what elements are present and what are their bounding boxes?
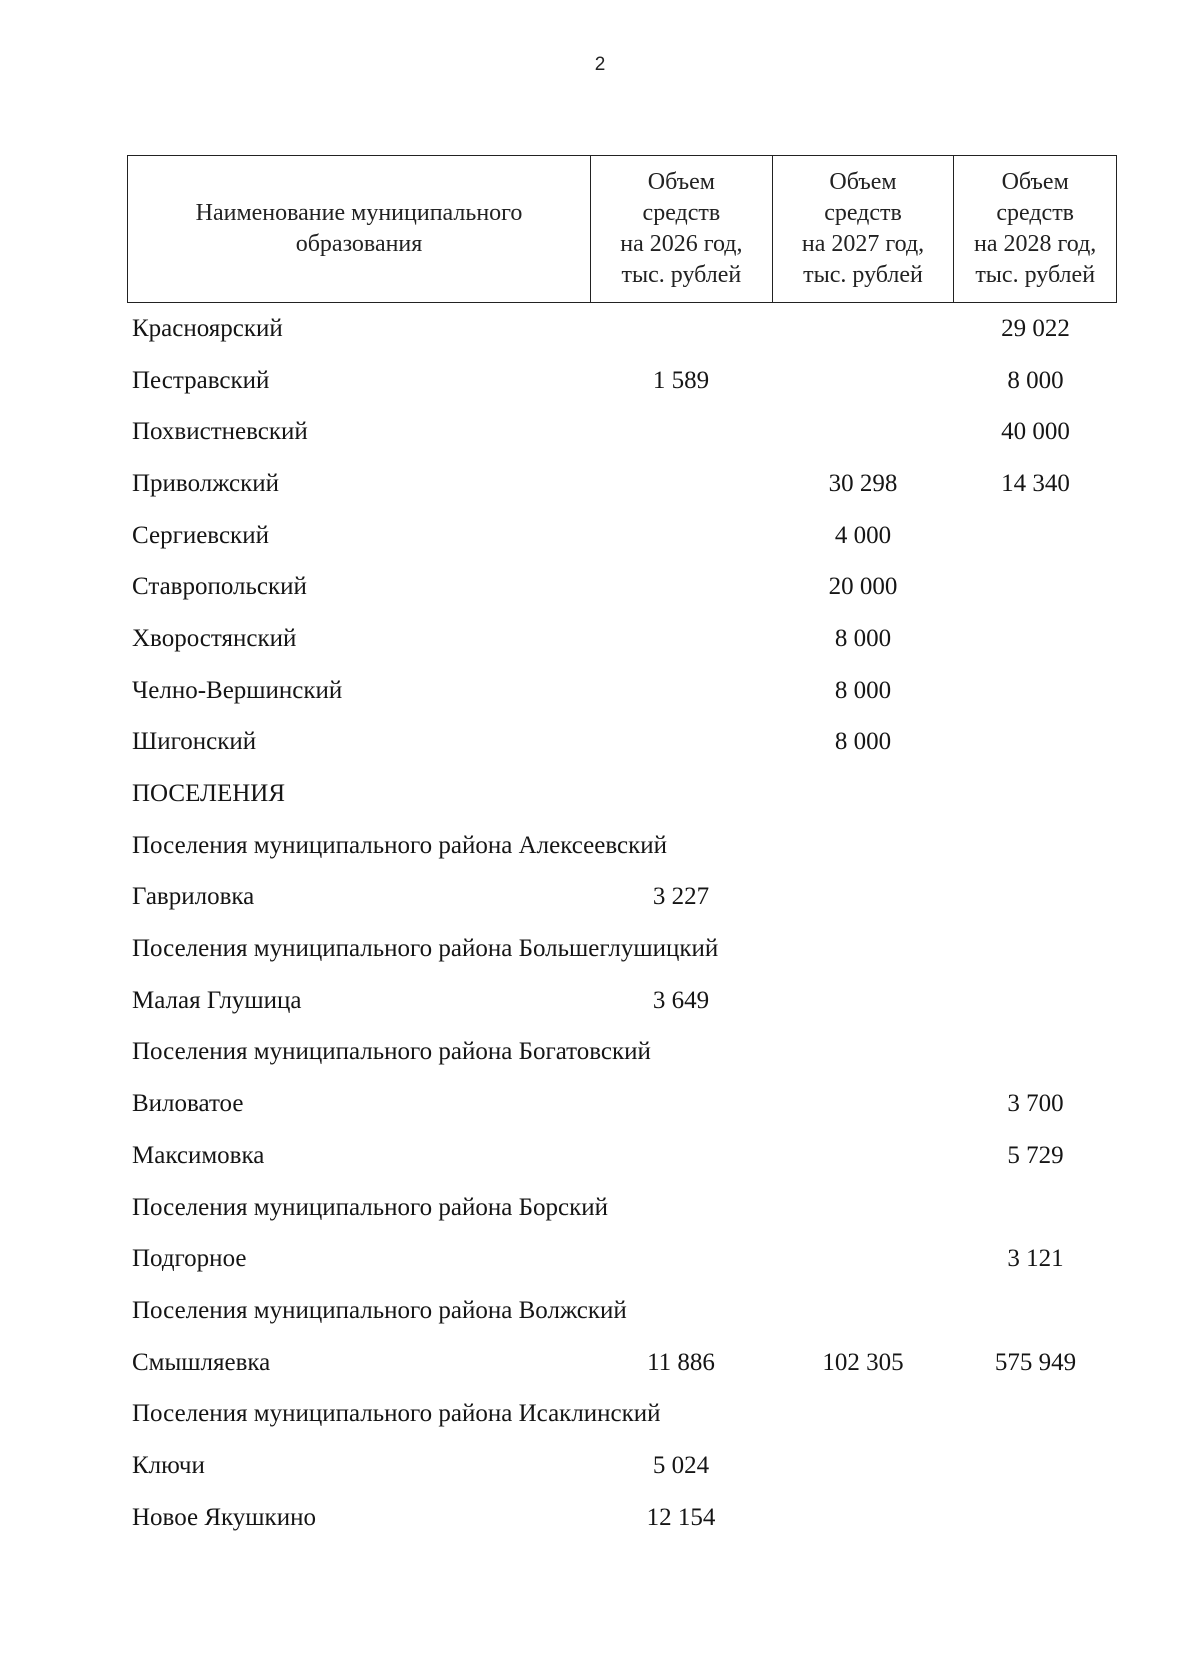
- cell-municipality-name: Виловатое: [132, 1090, 244, 1118]
- table-body: [127, 303, 1117, 1544]
- cell-municipality-name: Поселения муниципального района Исаклинский: [132, 1400, 661, 1428]
- table-row: [127, 458, 1117, 510]
- cell-volume-2027: 102 305: [822, 1348, 904, 1376]
- cell-volume-2027: 8 000: [834, 624, 892, 652]
- cell-volume-2028: 3 121: [1007, 1245, 1064, 1273]
- table-row: [127, 1492, 1117, 1544]
- cell-municipality-name: Ставропольский: [132, 573, 307, 601]
- table-row: [127, 355, 1117, 407]
- cell-volume-2026: 12 154: [646, 1503, 716, 1531]
- cell-municipality-name: Поселения муниципального района Богатовский: [132, 1038, 651, 1066]
- cell-volume-2028: 5 729: [1007, 1141, 1064, 1169]
- table-row: [127, 303, 1117, 355]
- table-header: [127, 155, 1117, 303]
- cell-municipality-name: Похвистневский: [132, 418, 308, 446]
- cell-municipality-name: Малая Глушица: [132, 986, 302, 1014]
- table-row: [127, 975, 1117, 1027]
- cell-municipality-name: Приволжский: [132, 469, 280, 497]
- cell-municipality-name: ПОСЕЛЕНИЯ: [132, 780, 286, 808]
- table-row: [127, 872, 1117, 924]
- cell-municipality-name: Поселения муниципального района Борский: [132, 1193, 608, 1221]
- cell-municipality-name: Ключи: [132, 1451, 205, 1479]
- cell-municipality-name: Пестравский: [132, 366, 270, 394]
- cell-volume-2028: 575 949: [994, 1348, 1077, 1376]
- page-number: 2: [594, 54, 606, 75]
- cell-municipality-name: Сергиевский: [132, 521, 269, 549]
- table-row: [127, 1388, 1117, 1440]
- header-volume-2026: Объем средств на 2026 год, тыс. рублей: [590, 156, 772, 302]
- table-row: [127, 768, 1117, 820]
- cell-volume-2026: 3 227: [652, 883, 710, 911]
- cell-municipality-name: Гавриловка: [132, 883, 255, 911]
- cell-volume-2027: 20 000: [828, 573, 898, 601]
- header-volume-2027: Объем средств на 2027 год, тыс. рублей: [772, 156, 954, 302]
- table-row: [127, 1285, 1117, 1337]
- table-row: [127, 1182, 1117, 1234]
- table-row: [127, 1027, 1117, 1079]
- table-row: [127, 717, 1117, 769]
- cell-volume-2028: 14 340: [1001, 469, 1070, 497]
- cell-municipality-name: Красноярский: [132, 314, 283, 342]
- cell-municipality-name: Новое Якушкино: [132, 1503, 316, 1531]
- cell-volume-2027: 8 000: [834, 728, 892, 756]
- cell-municipality-name: Максимовка: [132, 1141, 265, 1169]
- table-row: [127, 1233, 1117, 1285]
- table-row: [127, 510, 1117, 562]
- cell-volume-2026: 5 024: [652, 1451, 710, 1479]
- cell-volume-2028: 40 000: [1001, 418, 1070, 446]
- cell-volume-2028: 29 022: [1001, 314, 1070, 342]
- cell-municipality-name: Подгорное: [132, 1245, 247, 1273]
- cell-volume-2026: 3 649: [652, 986, 710, 1014]
- cell-municipality-name: Челно-Вершинский: [132, 676, 343, 704]
- cell-volume-2027: 4 000: [834, 521, 892, 549]
- table-row: [127, 613, 1117, 665]
- cell-volume-2028: 8 000: [1007, 366, 1064, 394]
- cell-municipality-name: Смышляевка: [132, 1348, 271, 1376]
- cell-municipality-name: Шигонский: [132, 728, 257, 756]
- cell-volume-2026: 1 589: [652, 366, 710, 394]
- cell-municipality-name: Поселения муниципального района Алексеевский: [132, 831, 668, 859]
- cell-municipality-name: Поселения муниципального района Волжский: [132, 1296, 627, 1324]
- table-row: [127, 1440, 1117, 1492]
- cell-volume-2026: 11 886: [647, 1348, 715, 1376]
- table-row: [127, 820, 1117, 872]
- table-row: [127, 923, 1117, 975]
- table-row: [127, 1078, 1117, 1130]
- header-municipality-name: Наименование муниципального образования: [195, 200, 523, 257]
- table-row: [127, 561, 1117, 613]
- cell-volume-2028: 3 700: [1007, 1090, 1064, 1118]
- header-volume-2028: Объем средств на 2028 год, тыс. рублей: [953, 156, 1116, 302]
- table-row: [127, 1130, 1117, 1182]
- cell-municipality-name: Хворостянский: [132, 624, 297, 652]
- cell-volume-2027: 8 000: [834, 676, 892, 704]
- table-row: [127, 406, 1117, 458]
- cell-municipality-name: Поселения муниципального района Большеглушицкий: [132, 935, 719, 963]
- table-row: [127, 665, 1117, 717]
- table-row: [127, 1337, 1117, 1389]
- cell-volume-2027: 30 298: [828, 469, 898, 497]
